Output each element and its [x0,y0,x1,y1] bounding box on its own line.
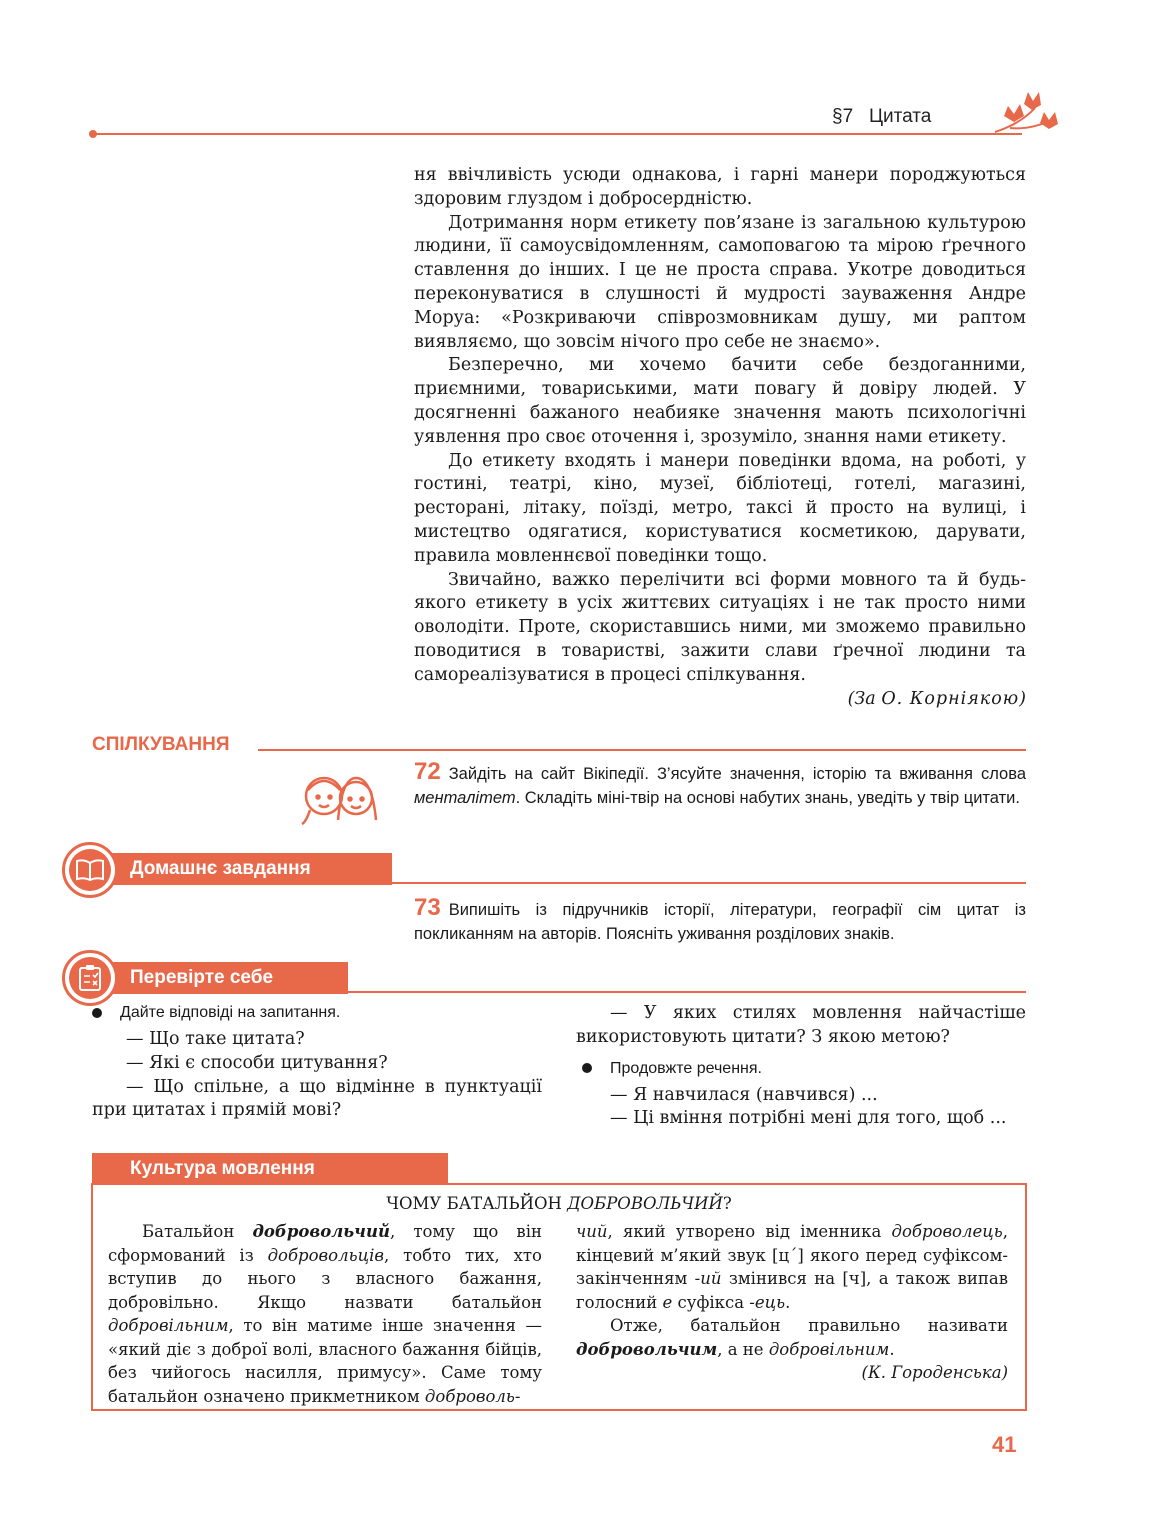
culture-box-title: ЧОМУ БАТАЛЬЙОН ДОБРОВОЛЬЧИЙ? [386,1194,732,1213]
culture-tab: Культура мовлення [92,1153,448,1185]
selfcheck-badge [62,950,118,1006]
paragraph: Звичайно, важко перелічити всі форми мовного та й будь-якого етикету в усіх життєвих ситуаціях і не так просто ними оволодіти. Проте, скориставшись ними, ми зможемо правильно поводитися в товаристві, зажити слави ґречної людини та самореалізуватися в процесі спілкування. [414,569,1026,685]
open-book-icon [75,858,105,882]
culture-left-col [108,1220,542,1408]
main-text [414,164,1026,711]
bullet-icon [582,1063,592,1073]
bullet-item: Дайте відповіді на запитання. [92,1002,542,1024]
culture-paragraph: Батальйон добровольчий, тому що він сформований із добровольців, тобто тих, хто вступив до нього з власного бажання, добровільно. Якщо назвати батальйон добровільним, то він матиме інше значення — «який діє з доброї волі, власного бажання бійців, без чийогось насилля, примусу». Саме тому батальйон означено прикметником доброволь- [108,1222,542,1406]
paragraph: До етикету входять і манери поведінки вдома, на роботі, у гостині, театрі, кіно, музеї, бібліотеці, готелі, магазині, ресторані, літаку, поїзді, метро, таксі й просто на вулиці, і мистецтво одягатися, користуватися косметикою, дарувати, правила мовленнєвої поведінки тощо. [414,450,1026,566]
question: — Що спільне, а що відмінне в пунктуації при цитатах і прямій мові? [92,1076,542,1121]
selfcheck-left [92,1002,542,1123]
checklist-icon [78,964,102,992]
communication-heading: СПІЛКУВАННЯ [92,734,230,755]
homework-tab: Домашнє завдання [92,853,392,885]
homework-rule [92,882,1026,884]
section-number: §7 [832,106,854,127]
homework-badge [62,842,118,898]
task-number: 73 [414,894,441,921]
flower-ornament-icon [990,86,1070,142]
communication-rule [258,749,1026,751]
running-header [832,106,931,128]
culture-paragraph: чий, який утворено від іменника доброволець, кінцевий м’який звук [ц´] якого перед суфіксом-закінченням -ий змінився на [ч], а також випав голосний е суфікса -ець. [576,1222,1008,1312]
header-rule [92,133,1022,135]
task-number: 72 [414,758,441,785]
sentence: — Ці вміння потрібні мені для того, щоб ... [610,1108,1007,1129]
culture-paragraph: Отже, батальйон правильно називати добровольчим, а не добровільним. [576,1316,1008,1359]
bullet-item: Продовжте речення. [582,1058,1026,1080]
section-title: Цитата [868,106,932,127]
paragraph: ня ввічливість усюди однакова, і гарні манери породжуються здоровим глуздом і добросердністю. [414,165,1026,209]
paragraph: Безперечно, ми хочемо бачити себе бездоганними, приємними, товариськими, мати повагу й довіру людей. У досягненні бажаного неабияке значення мають психологічні уявлення про своє оточення і, зрозуміло, знання нами етикету. [414,355,1026,447]
selfcheck-tab: Перевірте себе [92,962,348,994]
two-people-icon [298,770,382,826]
question: — У яких стилях мовлення найчастіше використовують цитати? З якою метою? [576,1003,1026,1047]
culture-author: (К. Городенська) [861,1363,1008,1382]
header-dot [89,130,97,138]
culture-right-col [576,1220,1008,1385]
task-73: 73 Випишіть із підручників історії, літератури, географії сім цитат із покликанням на авторів. Поясніть уживання розділових знаків. [414,894,1026,943]
question: — Які є способи цитування? [126,1052,388,1073]
task-72: 72 Зайдіть на сайт Вікіпедії. З’ясуйте значення, історію та вживання слова менталітет. Складіть міні-твір на основі набутих знань, уведіть у твір цитати. [414,758,1026,807]
bullet-icon [92,1008,102,1018]
page-number: 41 [992,1432,1017,1457]
question: — Що таке цитата? [126,1029,305,1049]
selfcheck-right [576,1002,1026,1131]
sentence: — Я навчилася (навчився) ... [610,1084,878,1105]
source-attribution: (За О. Корніякою) [847,688,1026,709]
selfcheck-rule [92,991,1026,993]
paragraph: Дотримання норм етикету пов’язане із загальною культурою людини, її самоусвідомленням, самоповагою та мірою ґречного ставлення до інших. І це не проста справа. Укотре доводиться переконуватися в слушності й мудрості зауваження Андре Моруа: «Розкриваючи співрозмовникам душу, ми раптом виявляємо, що зовсім нічого про себе не знаємо». [414,212,1026,352]
